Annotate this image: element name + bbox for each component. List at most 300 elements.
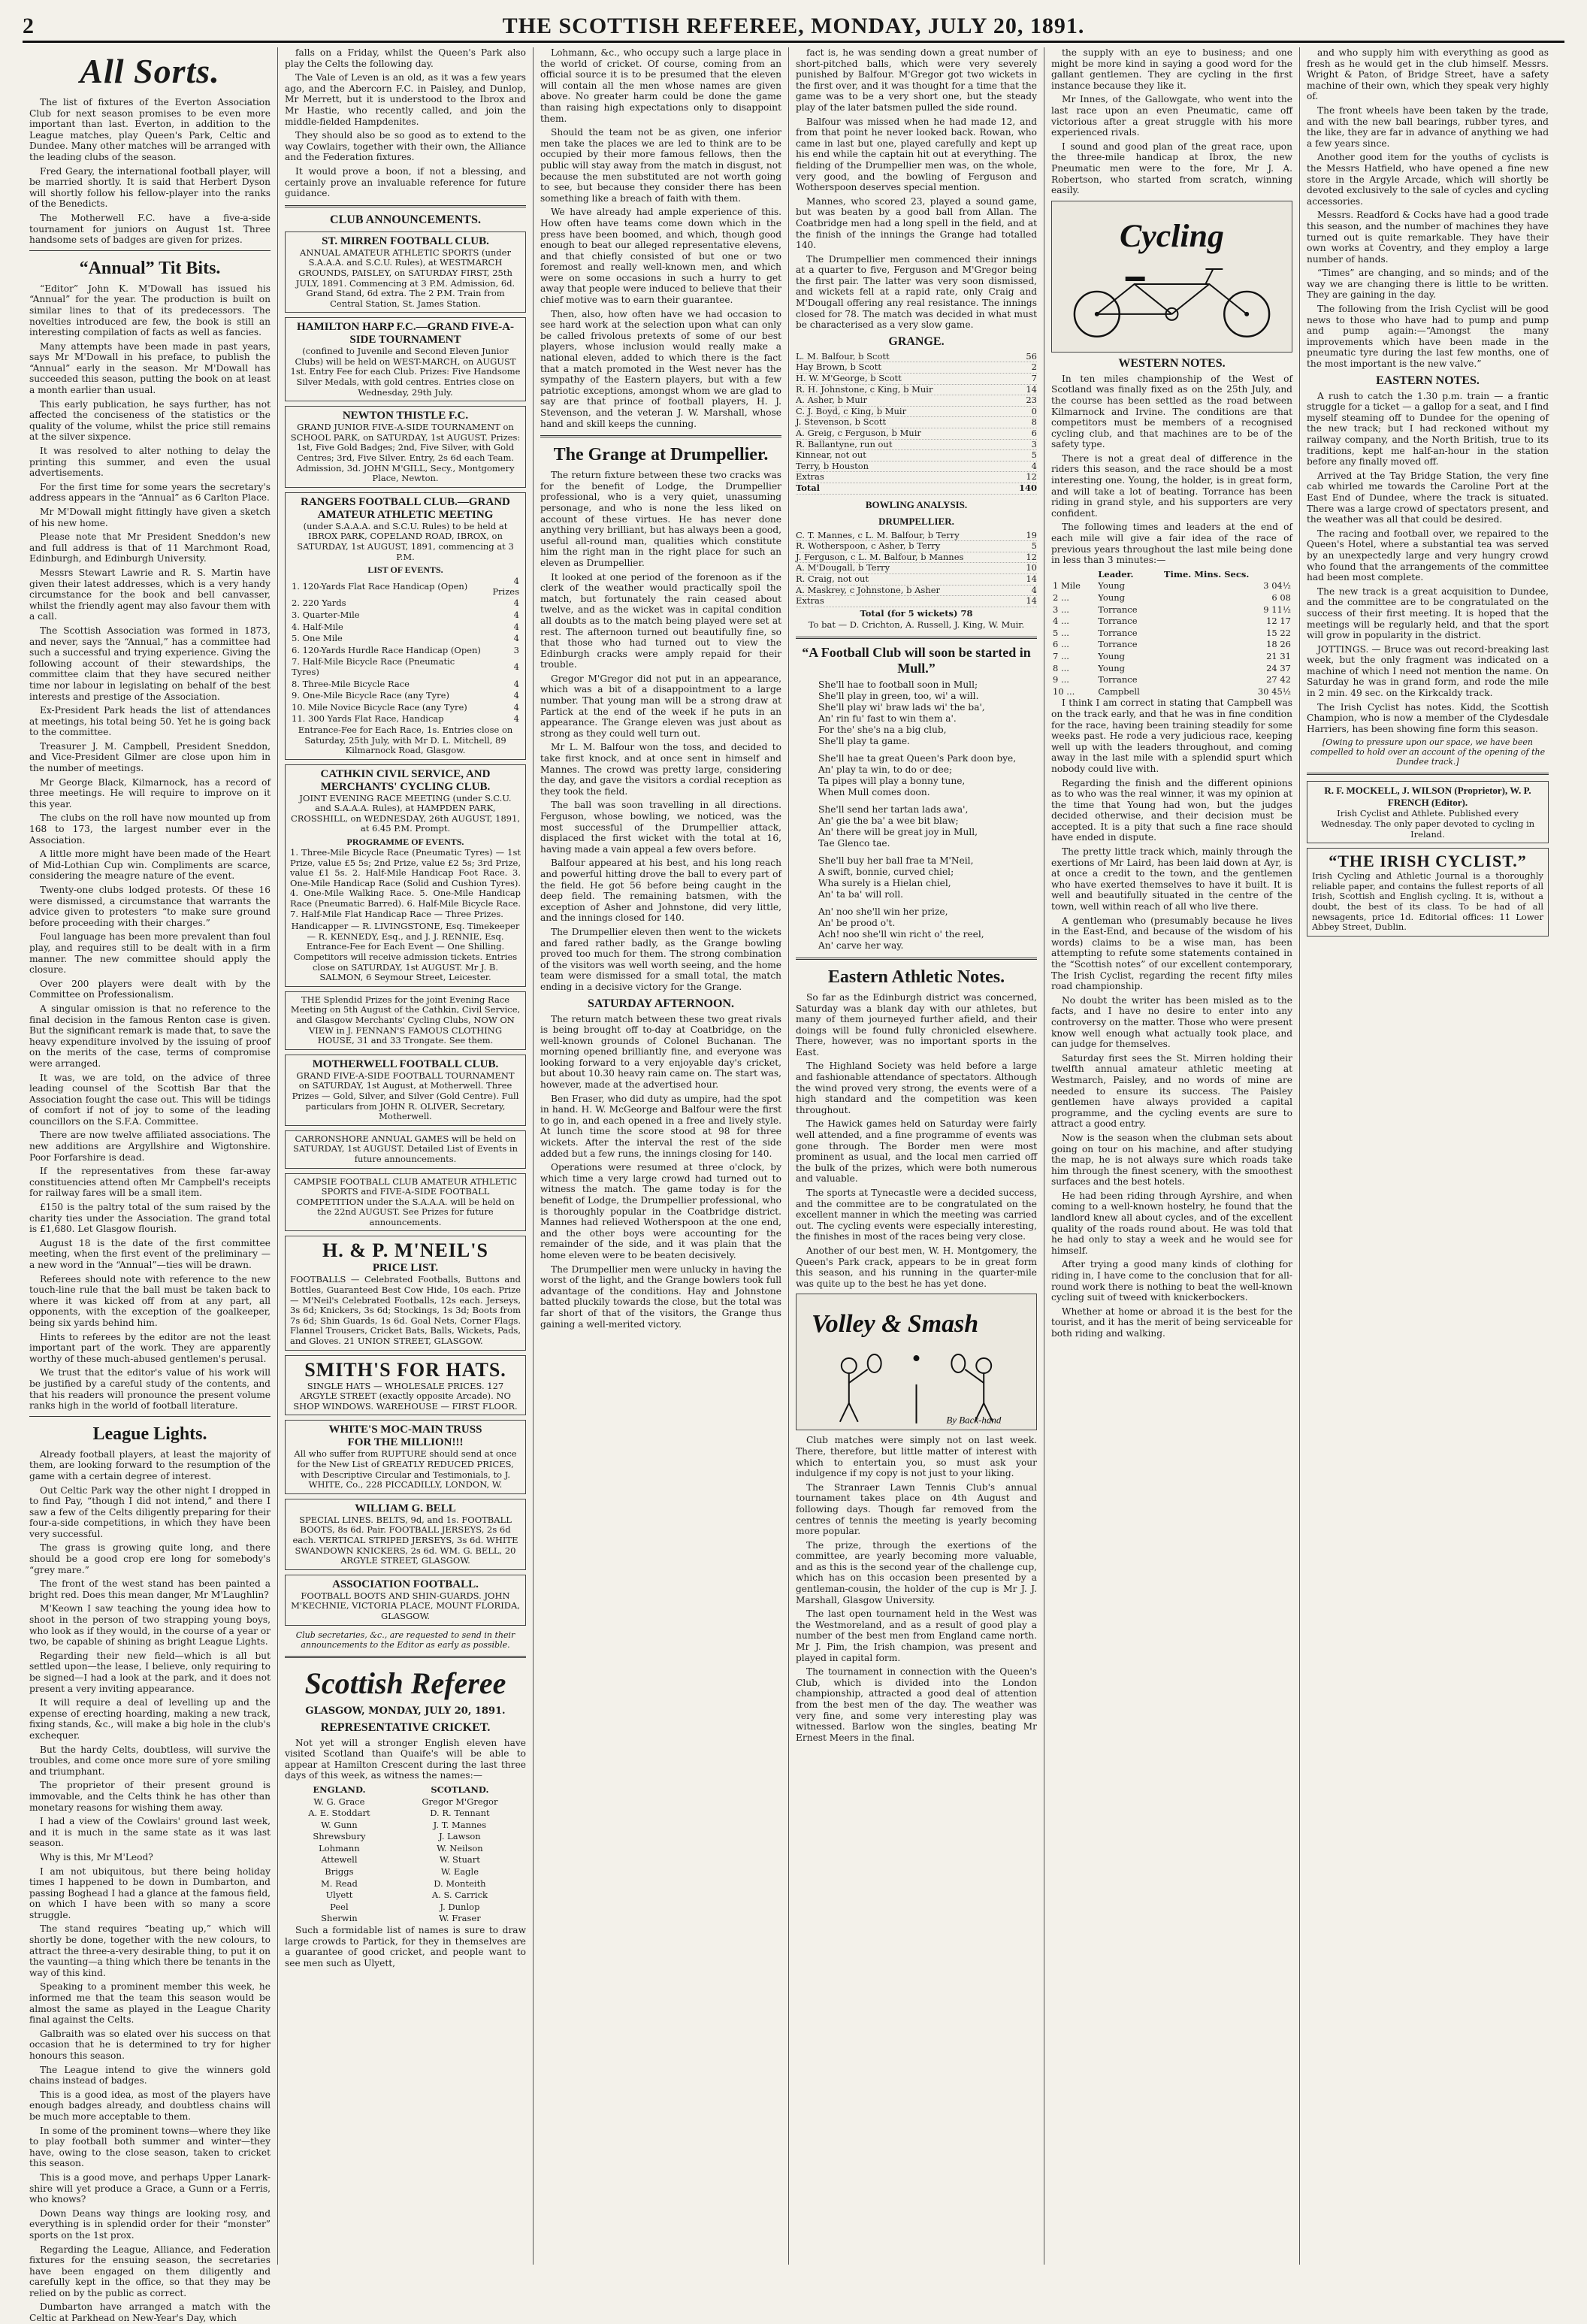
volley-smash-illustration — [796, 1294, 1037, 1430]
event-name: 10. Mile Novice Bicycle Race (any Tyre) — [292, 701, 467, 713]
ad-body: GRAND JUNIOR FIVE-A-SIDE TOURNAMENT on SCHOOL PARK, on SATURDAY, 1st AUGUST. Prizes: 1st, Five Gold Badges; 2nd, Five Silver, with Gold Centres; 3rd, Five Silver. Entry, 2s 6d each Team. Admission, 3d. JOHN M'GILL, Secy., Montgomery Place, Newton. — [290, 422, 521, 484]
st-mirren-ad — [285, 231, 526, 313]
irish-cyclist-credits-ad — [1307, 781, 1549, 843]
grange-scorecard — [796, 352, 1037, 483]
article-paragraph: falls on a Friday, whilst the Queen's Park also play the Celts the following day. — [285, 47, 526, 69]
verse-line: A swift, bonnie, curved chiel; — [818, 866, 954, 877]
representative-cricket-heading: REPRESENTATIVE CRICKET. — [320, 1720, 491, 1734]
article-paragraph: Now is the season when the clubman sets about going on tour on his machine, and after studying the map, he is not always sure which roads take him through the finest scenery, with the smoothest surfaces and the best hotels. — [1051, 1132, 1292, 1188]
team-row — [285, 1820, 526, 1832]
scorecard-row — [796, 596, 1037, 607]
article-paragraph: Mannes, who scored 23, played a sound game, but was beaten by a good ball from Allan. The Coatbridge men had a long spell in the field, and at the finish of the innings the Grange had totalled 140. — [796, 195, 1037, 251]
total-value: 140 — [1018, 482, 1037, 493]
event-row — [290, 645, 521, 657]
article-paragraph: Many attempts have been made in past years, says Mr M'Dowall in his preface, to publish the “Annual” early in the season. Mr M'Dowall has succeeded this season, putting the book on at least a month earlier than usual. — [29, 340, 271, 396]
timing-mile: 10 ... — [1053, 685, 1075, 697]
article-paragraph: Already football players, at least the majority of them, are looking forward to the resumption of the game with a certain degree of interest. — [29, 1448, 271, 1481]
article-paragraph: £150 is the paltry total of the sum raised by the charity ties under the Association. The grand total is £1,680. Let Glasgow flourish. — [29, 1202, 271, 1235]
article-paragraph: A little more might have been made of the Heart of Mid-Lothian Cup win. Compliments are scarce, considering the meagre nature of the event. — [29, 849, 271, 882]
article-paragraph: Club matches were simply not on last week. There, therefore, but little matter of interest with which to entertain you, so must ask your indulgence if my copy is not just to your liking. — [796, 1435, 1037, 1479]
england-player: Ulyett — [325, 1890, 353, 1901]
timing-table — [1051, 569, 1292, 698]
column-2 — [278, 47, 534, 2265]
eastern-athletic-heading: Eastern Athletic Notes. — [827, 967, 1005, 987]
timing-leader: Young — [1098, 662, 1125, 673]
article-paragraph: Why is this, Mr M'Leod? — [40, 1851, 153, 1863]
william-bell-ad — [285, 1499, 526, 1570]
runs: 0 — [1031, 405, 1037, 416]
article-paragraph: Speaking to a prominent member this week, he informed me that the team this season would be almost the same as played in the League Charity final against the Celts. — [29, 1981, 271, 2026]
association-football-ad — [285, 1575, 526, 1626]
scorecard-row — [796, 461, 1037, 473]
mull-heading: “A Football Club will soon be started in Mull.” — [802, 644, 1031, 676]
column-3 — [534, 47, 789, 2265]
secretaries-notice: Club secretaries, &c., are requested to send in their announcements to the Editor as early as possible. — [295, 1630, 515, 1650]
team-row — [285, 1854, 526, 1866]
timing-time: 30 45½ — [1257, 685, 1291, 697]
irish-cyclist-ad — [1307, 848, 1549, 937]
total-label: Total — [796, 482, 821, 493]
timing-time: 27 42 — [1266, 674, 1291, 685]
article-paragraph: The return match between these two great rivals is being brought off to-day at Coatbridge, on the well-known grounds of Colonel Buchanan. The morning opened brilliantly fine, and everyone was looking forward to a very enjoyable day's cricket, but about 10.30 heavy rain came on. The start was, however, made at the advertised hour. — [540, 1013, 781, 1091]
ad-body: (confined to Juvenile and Second Eleven Junior Clubs) will be held on WEST-MARCH, on AUGUST 1st. Entry Fee for each Club. Prizes: Five Handsome Silver Medals, with gold centres. Entries close on Wednesday, 29th July. — [290, 346, 521, 398]
article-paragraph: A rush to catch the 1.30 p.m. train — a frantic struggle for a ticket — a gallop for a seat, and I find myself steaming off to Dundee for the opening of the new track; but I had reckoned without my railway company, and the North British, true to its traditions, kept me half-an-hour in the station before any finally moved off. — [1307, 390, 1549, 468]
ad-body: GRAND FIVE-A-SIDE FOOTBALL TOURNAMENT on SATURDAY, 1st August, at Motherwell. Three Prizes — Gold, Silver, and Silver (Gold Centre). Full particulars from JOHN R. OLIVER, Secretary, Motherwell. — [292, 1070, 519, 1122]
divider — [29, 250, 271, 251]
batsman: R. Craig, not out — [796, 573, 869, 584]
ad-headline: NEWTON THISTLE F.C. — [342, 410, 469, 422]
column-1 — [23, 47, 278, 2324]
article-paragraph: Twenty-one clubs lodged protests. Of these 16 were dismissed, a circumstance that warrants the advice given to protesters “to make sure ground before proceeding with their charges.” — [29, 885, 271, 928]
column-6 — [1300, 47, 1555, 2265]
timing-header: Leader. — [1098, 568, 1134, 579]
divider — [1307, 773, 1549, 775]
saturday-afternoon-heading: SATURDAY AFTERNOON. — [588, 997, 734, 1010]
article-paragraph: They should also be so good as to extend to the way Cowlairs, together with their own, the Alliance and the Federation fixtures. — [285, 130, 526, 163]
drumpellier-total: Total (for 5 wickets) 78 — [860, 607, 973, 619]
timing-time: 6 08 — [1271, 592, 1291, 603]
article-paragraph: The Highland Society was held before a large and fashionable attendance of spectators. Although the wind proved very strong, the events were of a high standard and the competition was keen throughout. — [796, 1061, 1037, 1115]
runs: 3 — [1031, 438, 1037, 449]
verse-line — [818, 900, 1037, 906]
article-paragraph: fact is, he was sending down a great number of short-pitched balls, which were very severely punished by Balfour. M'Gregor got two wickets in the first over, and it was thought for a time that the game was to be a very short one, but the steady play of the later batsmen pulled the side round. — [796, 47, 1037, 113]
runs: 8 — [1031, 416, 1037, 428]
team-row — [285, 1808, 526, 1820]
scotland-player: J. Lawson — [439, 1831, 481, 1842]
article-paragraph: I am not ubiquitous, but there being holiday times I happened to be down in Dumbarton, and passing Boghead I had a glance at the famous field, on which I have been with so many a score struggle. — [29, 1866, 271, 1920]
timing-mile: 9 ... — [1053, 674, 1069, 685]
event-row — [290, 690, 521, 702]
whites-truss-ad — [285, 1420, 526, 1493]
article-paragraph: JOTTINGS. — Bruce was out record-breaking last week, but the only fragment was indicated on a machine of which I need not mention the name. On Saturday he was in grand form, and rode the mile in 2 min. 49 sec. on the Kirkcaldy track. — [1307, 643, 1549, 699]
batsman: Extras — [796, 595, 824, 607]
scotland-player: D. Monteith — [434, 1878, 486, 1889]
verse-line — [818, 747, 1037, 753]
article-paragraph: Mr Innes, of the Gallowgate, who went into the last race upon an even Pneumatic, came off victorious after a great struggle with his more experienced rivals. — [1051, 94, 1292, 138]
prizes-on-view-ad — [285, 991, 526, 1050]
hamilton-harp-ad — [285, 317, 526, 401]
article-paragraph: If the representatives from these far-away constituencies attend often Mr Campbell's receipts for railway fares will be a small item. — [29, 1166, 271, 1199]
article-paragraph: We trust that the editor's value of his work will be justified by a careful study of the contents, and that his readers will pronounce the present volume ranks high in the world of football literature. — [29, 1367, 271, 1412]
article-paragraph: He had been riding through Ayrshire, and when coming to a well-known hostelry, he found that the landlord knew all about cycles, and of the excellent quality of the roads round about. He was told that he had only to stay a week and he would see for himself. — [1051, 1190, 1292, 1256]
event-name: 11. 300 Yards Flat Race, Handicap — [292, 713, 444, 725]
columns — [23, 47, 1564, 2324]
ad-footer: Entrance-Fee for Each Race, 1s. Entries close on Saturday, 25th July, with Mr D. L. Mitchell, 89 Kilmarnock Road, Glasgow. — [298, 724, 513, 756]
dateline: GLASGOW, MONDAY, JULY 20, 1891. — [305, 1705, 506, 1717]
article-paragraph: Should the team not be as given, one inferior men take the places we are led to think are to be occupied by their more famous fellows, then the public will stay away from the match in disgust, not because the men substituted are not worth going to see, but because they consider there has been something like a breach of faith with them. — [540, 127, 781, 204]
timing-row — [1051, 651, 1292, 663]
runs: 5 — [1031, 449, 1037, 461]
cathkin-ad — [285, 764, 526, 987]
verse-line — [818, 798, 1037, 804]
batsman: A. Asher, b Muir — [796, 395, 867, 406]
team-row — [285, 1831, 526, 1843]
event-row — [290, 633, 521, 645]
scorecard-row — [796, 362, 1037, 374]
event-prizes: 4 — [513, 678, 519, 689]
scotland-player: J. Dunlop — [440, 1901, 480, 1912]
article-paragraph: Galbraith was so elated over his success on that occasion that he is determined to try for higher honours this season. — [29, 2028, 271, 2061]
article-paragraph: The grass is growing quite long, and there should be a good crop ere long for somebody's “grey mare.” — [29, 1542, 271, 1575]
england-player: W. Gunn — [321, 1819, 358, 1830]
scotland-player: W. Eagle — [440, 1866, 479, 1878]
programme-heading: PROGRAMME OF EVENTS. — [346, 837, 464, 848]
timing-row — [1051, 604, 1292, 616]
ad-body: Irish Cyclist and Athlete. Published every Wednesday. The only paper devoted to cycling in Ireland. — [1320, 808, 1535, 840]
ad-headline: WHITE'S MOC-MAIN TRUSS — [328, 1424, 482, 1436]
article-paragraph: Whether at home or abroad it is the best for the tourist, and it has the merit of being serviceable for both riding and walking. — [1051, 1306, 1292, 1339]
divider — [285, 1656, 526, 1658]
volley-smash-caption: By Back-hand — [946, 1415, 1002, 1427]
ad-body: All who suffer from RUPTURE should send at once for the New List of GREATLY REDUCED PRICES, with Descriptive Circular and Testimonials, to J. WHITE, Co., 228 PICCADILLY, LONDON, W. — [294, 1448, 517, 1490]
verse-line: An' rin fu' fast to win them a'. — [818, 713, 957, 724]
batsman: C. J. Boyd, c King, b Muir — [796, 405, 907, 416]
programme-body: 1. Three-Mile Bicycle Race (Pneumatic Tyres) — 1st Prize, value £5 5s; 2nd Prize, value £2 5s; 3rd Prize, value £1 5s. 2. Half-Mile Handicap Foot Race. 3. One-Mile Handicap Race (Solid and Cushion Tyres). 4. One-Mile Walking Race. 5. One-Mile Handicap Race (Pneumatic Barred). 6. Half-Mile Bicycle Race. 7. Half-Mile Flat Handicap Race — Three Prizes. — [290, 847, 521, 919]
article-paragraph: Lohmann, &c., who occupy such a large place in the world of cricket. Of course, coming from an official source it is to be presumed that the eleven will contain all the men whose names are given above. No greater harm could be done the game than raising high expectations only to disappoint them. — [540, 47, 781, 124]
article-paragraph: The sports at Tynecastle were a decided success, and the committee are to be congratulated on the excellent manner in which the meeting was carried out. The cycling events were especially interesting, the finishes in most of the races being very close. — [796, 1188, 1037, 1242]
batsman: C. T. Mannes, c L. M. Balfour, b Terry — [796, 529, 960, 540]
timing-row — [1051, 674, 1292, 686]
scorecard-row — [796, 352, 1037, 363]
timing-leader: Torrance — [1098, 604, 1138, 615]
timing-mile: 8 ... — [1053, 662, 1069, 673]
batsman: Extras — [796, 471, 824, 483]
scotland-player: J. T. Mannes — [433, 1819, 487, 1830]
event-prizes: 4 — [513, 598, 519, 609]
article-paragraph: Arrived at the Tay Bridge Station, the very fine cab whirled me towards the Caroline Port at the East End of Dundee, where the track is situated. There was a large crowd of spectators present, and the weather was all that could be desired. — [1307, 470, 1549, 525]
article-paragraph: The Drumpellier men were unlucky in having the worst of the light, and the Grange bowlers took full advantage of the conditions. Hay and Johnstone batted pluckily towards the close, but the total was far short of that of the visitors, the Grange thus gaining a well-merited victory. — [540, 1263, 781, 1330]
event-name: 3. Quarter-Mile — [292, 609, 360, 620]
volley-smash-title: Volley & Smash — [811, 1310, 979, 1339]
event-row — [290, 598, 521, 610]
timing-mile: 1 Mile — [1053, 580, 1081, 592]
timing-leader: Young — [1098, 650, 1125, 661]
events-heading: LIST OF EVENTS. — [367, 564, 443, 576]
article-paragraph: The following times and leaders at the end of each mile will give a fair idea of the race of previous years throughout the last mile being done in less than 3 minutes:— — [1051, 522, 1292, 566]
verse-line: Tae Glenco tae. — [818, 837, 890, 849]
article-paragraph: Then, also, how often have we had occasion to see hard work at the selection upon what can only be called frivolous pretexts of some of our best players, whose inclusion would really make a national eleven, added to which there is the fact that a match promoted in the West never has the sympathy of the Eastern players, but with a few patriotic exceptions, amongst whom we are glad to say are that prince of football players, H. J. Stevenson, and the veteran J. W. Marshall, whose hand and skill keeps the cunning. — [540, 308, 781, 429]
tennis-players-icon — [797, 1294, 1036, 1430]
batsman: J. Ferguson, c L. M. Balfour, b Mannes — [796, 551, 964, 562]
verse-line: Ta pipes will play a bonny tune, — [818, 775, 966, 786]
article-paragraph: After trying a good many kinds of clothing for riding in, I have come to the conclusion that for all-round work there is nothing to beat the well-known cycling suit of tweed with knickerbockers. — [1051, 1259, 1292, 1303]
england-player: Attewell — [321, 1854, 358, 1866]
runs: 14 — [1026, 573, 1037, 584]
league-lights-heading: League Lights. — [92, 1424, 207, 1444]
event-name: 4. Half-Mile — [292, 621, 343, 632]
scotland-player: W. Neilson — [437, 1842, 483, 1853]
cycling-illustration — [1051, 201, 1292, 353]
article-paragraph: “Times” are changing, and so minds; and of the way we are changing there is little to be written. They are gaining in the day. — [1307, 268, 1549, 301]
scorecard-total — [796, 483, 1037, 495]
article-paragraph: The League intend to give the winners gold chains instead of badges. — [29, 2064, 271, 2086]
england-player: M. Read — [321, 1878, 358, 1889]
verse-line: When Mull comes doon. — [818, 786, 930, 797]
article-paragraph: It would prove a boon, if not a blessing, and certainly prove an invaluable reference for future guidance. — [285, 165, 526, 199]
cycling-title: Cycling — [1120, 217, 1224, 254]
ad-body: FOOTBALL BOOTS AND SHIN-GUARDS. JOHN M'KECHNIE, VICTORIA PLACE, MOUNT FLORIDA, GLASGOW. — [291, 1590, 520, 1621]
event-prizes: 4 — [513, 609, 519, 620]
scorecard-row — [796, 407, 1037, 418]
column-4 — [789, 47, 1044, 2265]
verse-line: For the' she's na a big club, — [818, 724, 947, 735]
scorecard-row — [796, 395, 1037, 407]
article-paragraph: This is a good idea, as most of the players have enough badges already, and doubtless chains will be much more acceptable to them. — [29, 2089, 271, 2122]
verse-line: She'll play ta game. — [818, 735, 910, 746]
article-paragraph: Treasurer J. M. Campbell, President Sneddon, and Vice-President Gilmer are close upon him in the number of meetings. — [29, 740, 271, 774]
timing-time: 12 17 — [1266, 616, 1291, 627]
article-paragraph: Mr M'Dowall might fittingly have given a sketch of his new home. — [29, 507, 271, 528]
article-paragraph: The last open tournament held in the West was the Westmoreland, and as a result of good play a number of the best men from England came north. Mr J. Pim, the Irish champion, was present and played in capital form. — [796, 1608, 1037, 1663]
grange-heading: The Grange at Drumpellier. — [553, 445, 769, 465]
event-name: 5. One Mile — [292, 633, 343, 644]
event-prizes: 4 — [513, 621, 519, 632]
article-paragraph: the supply with an eye to business; and one might be more kind in saying a good word for the gallant gentlemen. They are cycling in the first instance because they like it. — [1051, 47, 1292, 91]
article-paragraph: No doubt the writer has been misled as to the facts, and I have no desire to enter into any controversy on the matter. Those who were present know well enough what actually took place, and can judge for themselves. — [1051, 994, 1292, 1050]
runs: 4 — [1031, 460, 1037, 471]
event-name: 6. 120-Yards Hurdle Race Handicap (Open) — [292, 644, 481, 655]
event-row — [290, 576, 521, 598]
article-paragraph: The proprietor of their present ground is immovable, and the Celts think he has other than monetary reasons for wishing them away. — [29, 1780, 271, 1813]
article-paragraph: This is a good move, and perhaps Upper Lanark-shire will yet produce a Grace, a Gunn or a Ferris, who knows? — [29, 2171, 271, 2205]
runs: 4 — [1031, 584, 1037, 595]
article-paragraph: The Drumpellier eleven then went to the wickets and fared rather badly, as the Grange bowling proved too much for them. The strong combination of the visitors was well worth seeing, and the home team were dismissed for a small total, the match ending in a decisive victory for the Grange. — [540, 926, 781, 992]
verse-line: An' carve her way. — [818, 940, 904, 951]
article-paragraph: Ben Fraser, who did duty as umpire, had the spot in hand. H. W. McGeorge and Balfour were the first to go in, and each opened in a free and lively style. At lunch time the score stood at 98 for three wickets. After the interval the rest of the side added but a few runs, the innings closing for 140. — [540, 1093, 781, 1159]
timing-row — [1051, 639, 1292, 651]
ad-headline: H. & P. M'NEIL'S — [322, 1239, 488, 1262]
article-paragraph: Down Deans way things are looking rosy, and everything is in splendid order for their “monster” sports on the 1st prox. — [29, 2207, 271, 2241]
event-prizes: 4 — [513, 690, 519, 701]
timing-time: 15 22 — [1266, 627, 1291, 638]
event-row — [290, 622, 521, 634]
timing-header — [1051, 569, 1096, 581]
article-paragraph: Another of our best men, W. H. Montgomery, the Queen's Park crack, appears to be in great form this season, and his running in the quarter-mile was quite up to the best he has yet done. — [796, 1245, 1037, 1289]
timing-mile: 2 ... — [1053, 592, 1069, 603]
runs: 12 — [1026, 551, 1037, 562]
divider — [796, 637, 1037, 639]
verse-line — [818, 849, 1037, 855]
ad-body: THE Splendid Prizes for the joint Evening Race Meeting on 5th August of the Cathkin, Civil Service, and Glasgow Merchants' Cycling Clubs, NOW ON VIEW in J. FENNAN'S FAMOUS CLOTHING HOUSE, 31 and 33 Trongate. See them. — [290, 994, 521, 1046]
scotland-label: SCOTLAND. — [431, 1784, 489, 1795]
article-paragraph: The pretty little track which, mainly through the exertions of Mr Laird, has been laid down at Ayr, is at once a credit to the town, and the gentlemen who have exerted themselves to have it built. It is well and beautifully situated in the centre of the town, well within reach of all who live there. — [1051, 846, 1292, 912]
article-paragraph: Please note that Mr President Sneddon's new and full address is that of 11 Marchmont Road, Edinburgh, and Edinburgh University. — [29, 531, 271, 564]
runs: 2 — [1031, 362, 1037, 373]
article-paragraph: It was, we are told, on the advice of three leading counsel of the Scottish Bar that the Association fought the case out. This will be tidings of comfort if not of joy to some of the leading councillors on the S.F.A. Committee. — [29, 1072, 271, 1127]
ad-headline: HAMILTON HARP F.C.—GRAND FIVE-A-SIDE TOURNAMENT — [296, 321, 515, 346]
team-row — [285, 1843, 526, 1855]
verse-line: She'll buy her ball frae ta M'Neil, — [818, 855, 974, 866]
article-paragraph: Fred Geary, the international football player, will be married shortly. It is said that Herbert Dyson will shortly follow his fellow-player into the ranks of the Benedicts. — [29, 165, 271, 210]
article-paragraph: Mr L. M. Balfour won the toss, and decided to take first knock, and at once sent in himself and Mannes. The crowd was pretty large, considering the day, and gave the visitors a cordial reception as they took the field. — [540, 742, 781, 797]
runs: 6 — [1031, 428, 1037, 438]
annual-tit-bits-heading: “Annual” Tit Bits. — [79, 258, 221, 278]
article-paragraph: The return fixture between these two cracks was for the benefit of Lodge, the Drumpellier professional, who is a very quiet, unassuming personage, and who is none the less liked on account of these virtues. He has never done anything very brilliant, but has always been a good, useful all-round man, qualities which constitute him the right man in the right place for such an eleven as Drumpellier. — [540, 470, 781, 568]
runs: 14 — [1026, 595, 1037, 607]
england-player: Lohmann — [319, 1842, 360, 1853]
article-paragraph: I had a view of the Cowlairs' ground last week, and it is much in the same state as it was last season. — [29, 1816, 271, 1849]
team-row — [285, 1913, 526, 1925]
timing-mile: 6 ... — [1053, 639, 1069, 650]
article-paragraph: Messrs. Readford & Cocks have had a good trade this season, and the number of machines they have turned out is quite remarkable. They have their own works at Coventry, and they employ a large number of hands. — [1307, 210, 1549, 265]
timing-leader: Young — [1098, 580, 1125, 592]
all-sorts-heading: All Sorts. — [80, 52, 220, 90]
scorecard-row — [796, 574, 1037, 586]
article-paragraph: The following from the Irish Cyclist will be good news to those who have had to pump and pump and pump again:—“Amongst the many improvements which have been made in the pneumatic tyre during the last few months, one of the most important is the new valve.” — [1307, 304, 1549, 370]
timing-time: 21 31 — [1266, 650, 1291, 661]
timing-row — [1051, 616, 1292, 628]
timing-header: Time. Mins. Secs. — [1163, 568, 1250, 579]
teams-table — [285, 1784, 526, 1925]
verse-line: She'll play wi' braw lads wi' the ba', — [818, 701, 985, 713]
article-paragraph: Not yet will a stronger English eleven have visited Scotland than Quaife's will be able to appear at Hamilton Crescent during the last three days of this week, as witness the names:— — [285, 1737, 526, 1781]
rangers-ad — [285, 492, 526, 760]
article-paragraph: Balfour appeared at his best, and his long reach and powerful hitting drove the ball to every part of the field. He got 56 before being caught in the deep field. The remaining batsmen, with the exception of Asher and Johnstone, did very little, and the innings closed for 140. — [540, 858, 781, 924]
article-paragraph: Out Celtic Park way the other night I dropped in to find Pay, “though I did not intend,” and there I saw a few of the Celts diligently preparing for their four-a-side competitions, in which they have been very successful. — [29, 1484, 271, 1539]
event-row — [290, 679, 521, 691]
article-paragraph: Another good item for the youths of cyclists is the Messrs Hatfield, who have opened a fine new store in the Argyle Arcade, which will shortly be devoted exclusively to the sale of cycles and cycling accessories. — [1307, 152, 1549, 207]
article-paragraph: The Motherwell F.C. have a five-a-side tournament for juniors on August 1st. Three handsome sets of badges are given for prizes. — [29, 212, 271, 246]
ad-body: CARRONSHORE ANNUAL GAMES will be held on SATURDAY, 1st AUGUST. Detailed List of Events in future announcements. — [293, 1133, 518, 1164]
event-name: 8. Three-Mile Bicycle Race — [292, 678, 410, 689]
team-row — [285, 1902, 526, 1914]
article-paragraph: The new track is a great acquisition to Dundee, and the committee are to be congratulated on the success of their first meeting. It is hoped that the meetings will be regularly held, and that the sport will grow in popularity in the district. — [1307, 586, 1549, 641]
ad-body: ANNUAL AMATEUR ATHLETIC SPORTS (under S.A.A.A. and S.C.U. Rules), at WESTMARCH GROUNDS, PAISLEY, on SATURDAY FIRST, 25th JULY, 1891. Commencing at 3 P.M. Admission, 6d. Grand Stand, 6d extra. The 2 P.M. Train from Central Station, St. James Station. — [295, 247, 515, 309]
article-paragraph: The Scottish Association was formed in 1873, and never, says the “Annual,” has a committee had such a successful and trying experience. Giving the following account of their stewardships, the committee claim that they have secured neither time nor labour in legislating on behalf of the best interests and prestige of the Association. — [29, 625, 271, 702]
grange-scorecard-heading: GRANGE. — [888, 334, 945, 348]
verse-line: An' gie the ba' a wee bit blaw; — [818, 815, 959, 826]
batsman: Kinnear, not out — [796, 449, 866, 461]
scotland-player: Gregor M'Gregor — [422, 1796, 498, 1807]
verse-line: An' play ta win, to do or dee; — [818, 764, 953, 775]
divider — [540, 435, 781, 437]
verse-line: She'll play in green, too, wi' a will. — [818, 690, 979, 701]
article-paragraph: The Drumpellier men commenced their innings at a quarter to five, Ferguson and M'Gregor being the first pair. The latter was very soon dismissed, and wickets fell at a rapid rate, only Craig and M'Dougall offering any real resistance. The innings closed for 78. The match was decided in what must be characterised as a very slow game. — [796, 253, 1037, 331]
timing-mile: 3 ... — [1053, 604, 1069, 615]
timing-row — [1051, 580, 1292, 592]
article-paragraph: There is not a great deal of difference in the riders this season, and the race should be a most interesting one. Young, the holder, is in great form, and will take a lot of beating. Torrance has been riding in grand style, and his supporters are very confident. — [1051, 452, 1292, 519]
event-row — [290, 610, 521, 622]
article-paragraph: Dumbarton have arranged a match with the Celtic at Parkhead on New-Year's Day, which — [29, 2301, 271, 2324]
verse-line: An' noo she'll win her prize, — [818, 906, 948, 917]
verse-line: An' ta ba' will roll. — [818, 888, 904, 900]
england-label: ENGLAND. — [313, 1784, 366, 1795]
england-player: Shrewsbury — [313, 1831, 366, 1842]
batsman: J. Stevenson, b Scott — [796, 416, 887, 428]
timing-time: 9 11½ — [1263, 604, 1291, 615]
article-paragraph: M'Keown I saw teaching the young idea how to shoot in the person of two strapping young boys, who look as if they would, in the course of a year or two, be capable of shining as bright League Lights. — [29, 1603, 271, 1648]
article-paragraph: A singular omission is that no reference to the final decision in the famous Renton case is given. But the significant remark is made that, to save the heavy expenditure involved by the issuing of proof on the merits of the case, terms of compromise were arranged. — [29, 1003, 271, 1069]
verse-line: An' there will be great joy in Mull, — [818, 826, 978, 837]
event-row — [290, 713, 521, 725]
article-paragraph: Messrs Stewart Lawrie and R. S. Martin have given their latest addresses, which is a very handy circumstance for the book and bell canvasser, whilst the friendly agent may also favour them with a call. — [29, 567, 271, 622]
mull-verse — [796, 679, 1037, 952]
event-prizes: 4 — [513, 701, 519, 713]
ad-headline: WILLIAM G. BELL — [355, 1502, 456, 1515]
ad-body: SINGLE HATS — WHOLESALE PRICES. 127 ARGYLE STREET (exactly opposite Arcade). NO SHOP WINDOWS. WAREHOUSE — FIRST FLOOR. — [293, 1380, 518, 1412]
timing-time: 24 37 — [1266, 662, 1291, 673]
article-paragraph: Foul language has been more prevalent than foul play, and requires still to be dealt with in a firm manner. The new committee should apply the closure. — [29, 931, 271, 976]
article-paragraph: But the hardy Celts, doubtless, will survive the troubles, and come once more sure of yore smiling and triumphant. — [29, 1744, 271, 1777]
scorecard-row — [796, 428, 1037, 440]
verse-line: Ach! noo she'll win richt o' the reel, — [818, 928, 984, 940]
article-paragraph: There are now twelve affiliated associations. The new additions are Argyllshire and Wigtonshire. Poor Forfarshire is dead. — [29, 1130, 271, 1163]
runs: 19 — [1026, 529, 1037, 540]
divider — [285, 205, 526, 207]
article-paragraph: Referees should note with reference to the new touch-line rule that the ball must be taken back to where it was kicked off from at any part, all opponents, with the exception of the goalkeeper, being six yards behind him. — [29, 1273, 271, 1328]
article-paragraph: Regarding the League, Alliance, and Federation fixtures for the ensuing season, the secretaries have been engaged on them diligently and carefully kept in the office, so that they may be relied on by the public as correct. — [29, 2244, 271, 2298]
ad-headline: R. F. MOCKELL, J. WILSON (Proprietor), W. P. FRENCH (Editor). — [1324, 785, 1531, 809]
timing-leader: Young — [1098, 592, 1125, 603]
article-paragraph: The clubs on the roll have now mounted up from 168 to 173, the largest number ever in the Association. — [29, 812, 271, 846]
event-prizes: 4 — [513, 633, 519, 644]
events-list — [290, 576, 521, 725]
team-row — [285, 1890, 526, 1902]
runs: 14 — [1026, 383, 1037, 395]
smiths-hats-ad — [285, 1355, 526, 1416]
drumpellier-scorecard — [796, 531, 1037, 607]
ad-subheadline: PRICE LIST. — [372, 1262, 439, 1275]
batsman: Hay Brown, b Scott — [796, 362, 881, 373]
runs: 10 — [1026, 562, 1037, 573]
article-paragraph: The Stranraer Lawn Tennis Club's annual tournament takes place on 4th August and following days. Though far removed from the centres of tennis the meeting is yearly becoming more popular. — [796, 1481, 1037, 1537]
to-bat-note: To bat — D. Crichton, A. Russell, J. King, W. Muir. — [808, 619, 1025, 631]
article-paragraph: We have already had ample experience of this. How often have teams come down which in the press have been boomed, and which, though good enough to beat our alleged representative elevens, and that chiefly consisted of but one or two foremost and really well-known men, and which were on some occasions in such a hurry to get away that people were induced to believe that their chief motive was to earn their guarantee. — [540, 207, 781, 306]
event-name: 7. Half-Mile Bicycle Race (Pneumatic Tyres) — [292, 656, 455, 677]
article-paragraph: I think I am correct in stating that Campbell was on the track early, and that he was in fine condition for the race, having been training steadily for some weeks past. He rode a very judicious race, keeping well up with the leaders throughout, and coming away in the last mile with a splendid spurt which nobody could live with. — [1051, 698, 1292, 774]
timing-leader: Campbell — [1098, 685, 1140, 697]
article-paragraph: August 18 is the date of the first committee meeting, when the first event of the preliminary — a new word in the “Annual”—ties will be drawn. — [29, 1237, 271, 1270]
runs: 23 — [1026, 395, 1037, 406]
england-player: Peel — [330, 1901, 349, 1912]
scotland-player: W. Fraser — [439, 1913, 481, 1924]
timing-row — [1051, 663, 1292, 675]
article-paragraph: Ex-President Park heads the list of attendances at meetings, his total being 50. Yet he is going back to the committee. — [29, 705, 271, 738]
event-prizes: 4 — [513, 661, 519, 673]
article-paragraph: The front wheels have been taken by the trade, and with the new ball bearings, rubber tyres, and the like, they are far in advance of anything we had a few years since. — [1307, 104, 1549, 149]
space-notice: [Owing to pressure upon our space, we have been compelled to hold over an account of the opening of the Dundee track.] — [1310, 737, 1546, 767]
scotland-player: D. R. Tennant — [430, 1808, 490, 1819]
newton-thistle-ad — [285, 406, 526, 488]
timing-row — [1051, 686, 1292, 698]
article-paragraph: Saturday first sees the St. Mirren holding their twelfth annual amateur athletic meeting at Westmarch, Paisley, and no words of mine are needed to ensure its success. The Paisley gentlemen have always provided a capital programme, and the cycling events are sure to attract a good entry. — [1051, 1052, 1292, 1130]
divider — [796, 958, 1037, 960]
timing-mile: 7 ... — [1053, 650, 1069, 661]
scotland-player: W. Stuart — [439, 1854, 480, 1866]
article-paragraph: I sound and good plan of the great race, upon the three-mile handicap at Ibrox, the new Pneumatic men were to the fore, Mr J. A. Robertson, who started from scratch, winning easily. — [1051, 141, 1292, 196]
batsman: A. M'Dougall, b Terry — [796, 562, 890, 573]
article-paragraph: In ten miles championship of the West of Scotland was finally fixed as on the 25th July, and the course has been settled as the road between Kilmarnock and Irvine. The conditions are that competitors must be members of a recognised cycling club, and that machines are to be of the safety type. — [1051, 373, 1292, 450]
